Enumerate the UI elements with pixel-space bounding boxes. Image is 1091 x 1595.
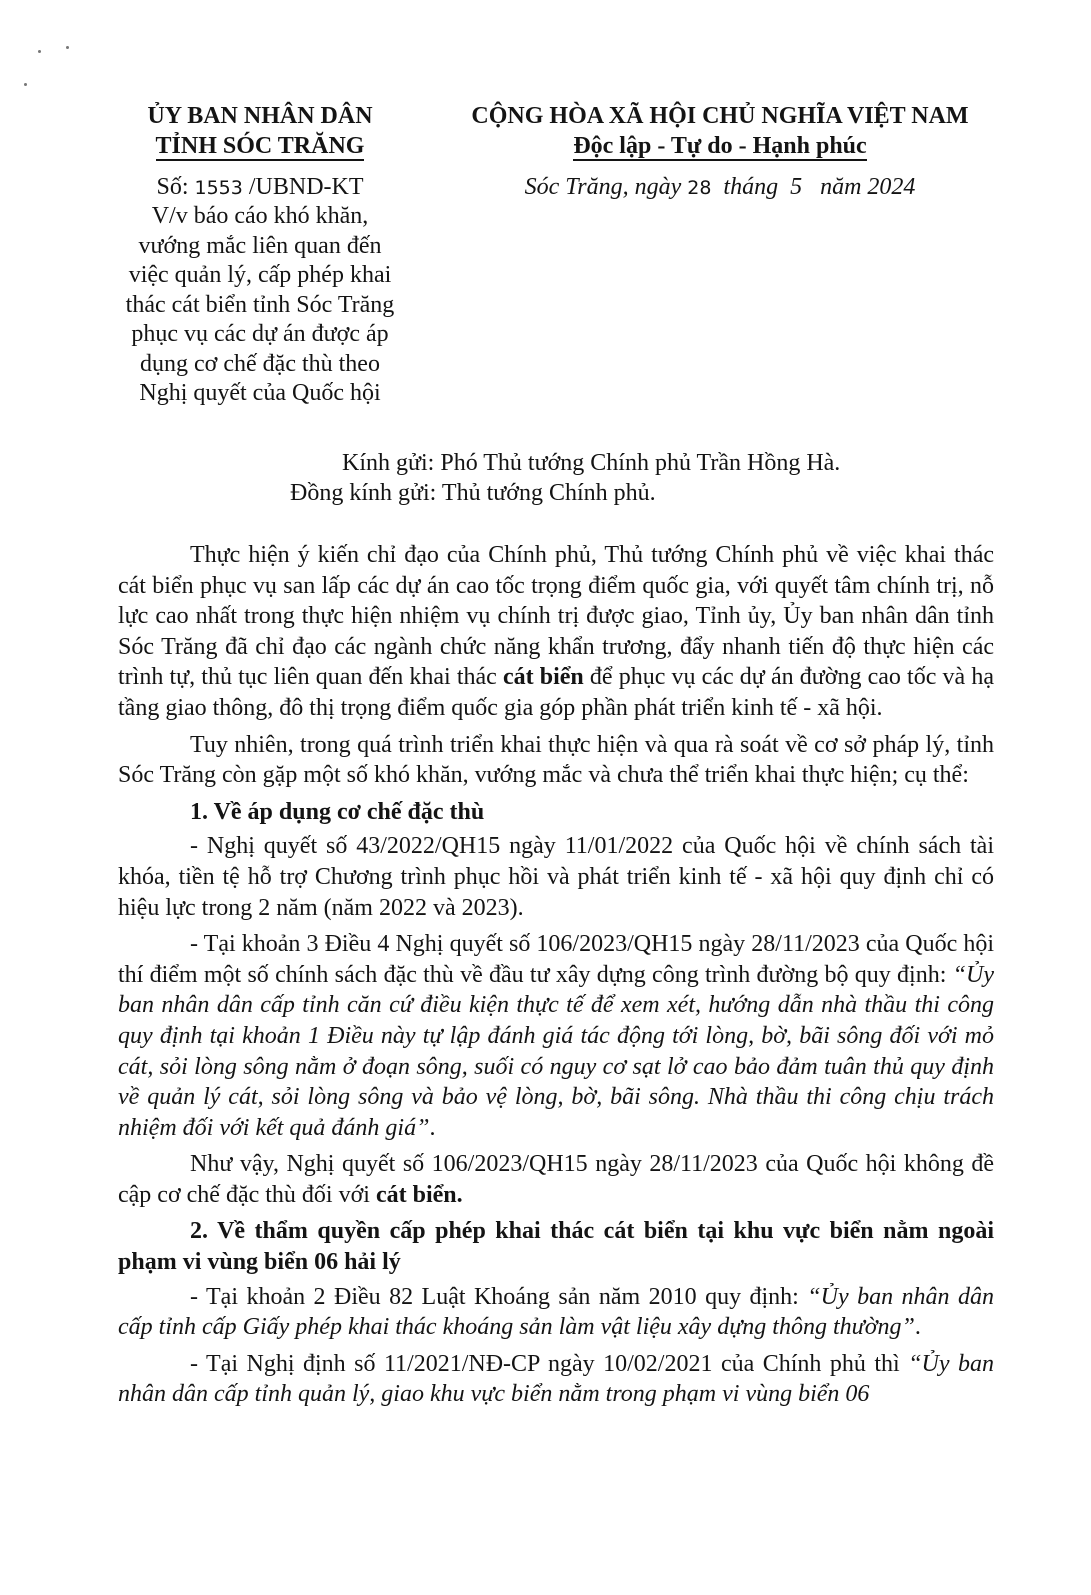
recipient-primary: Kính gửi: Phó Thủ tướng Chính phủ Trần Hồng Hà. [342,450,841,476]
issuer-line-2 [110,131,410,161]
date-prefix: Sóc Trăng, ngày [524,174,688,200]
date-day: 28 [687,177,712,199]
subject-line: thác cát biển tỉnh Sóc Trăng [125,291,395,318]
document-number-prefix: Số: [156,174,195,200]
body-text: để phục vụ các dự án đường cao tốc và hạ tầng giao thông, đô thị trọng điểm quốc gia góp phần phát triển kinh tế - xã hội. [118,664,994,721]
body-text: . [429,1114,436,1141]
issuer-line-1: ỦY BAN NHÂN DÂN [147,103,373,129]
body-bold-text: cát biển. [375,1181,463,1208]
body-paragraph [118,1349,994,1410]
body-bold-text: cát biển [502,664,584,691]
recipients [290,448,840,508]
body-paragraph [118,1149,994,1210]
body-paragraph [118,1282,994,1343]
body-quote: “Ủy ban nhân dân cấp tỉnh cấp Giấy phép khai thác khoáng sản làm vật liệu xây dựng thông thường” [118,1283,994,1341]
document-subject [110,202,410,409]
body-text: . [914,1314,921,1341]
body-quote: “Ủy ban nhân dân cấp tỉnh quản lý, giao khu vực biển nằm trong phạm vi vùng biển 06 [118,1350,994,1408]
scan-speck [38,50,41,53]
body-text: - Tại Nghị định số 11/2021/NĐ-CP ngày 10/02/2021 của Chính phủ thì [190,1350,909,1377]
national-header [460,101,980,161]
subject-line: V/v báo cáo khó khăn, [151,203,369,229]
subject-line: Nghị quyết của Quốc hội [139,380,381,406]
body-text: Như vậy, Nghị quyết số 106/2023/QH15 ngày 28/11/2023 của Quốc hội không đề cập cơ chế đặc thù đối với [118,1151,994,1208]
scan-speck [24,83,27,86]
subject-line: vướng mắc liên quan đến [138,232,382,259]
subject-line: việc quản lý, cấp phép khai [128,262,392,288]
body-paragraph: Tuy nhiên, trong quá trình triển khai thực hiện và qua rà soát về cơ sở pháp lý, tỉnh Sóc Trăng còn gặp một số khó khăn, vướng mắc và chưa thể triển khai thực hiện; cụ thể: [118,731,994,789]
scan-speck [66,46,69,49]
national-motto-line [460,131,980,161]
body-text: Thực hiện ý kiến chỉ đạo của Chính phủ, Thủ tướng Chính phủ về việc khai thác cát biển phục vụ san lấp các dự án cao tốc trọng điểm quốc gia, với quyết tâm chính trị, nỗ lực cao nhất trong thực hiện nhiệm vụ chính trị được giao, Tỉnh ủy, Ủy ban nhân dân tỉnh Sóc Trăng đã chỉ đạo các ngành chức năng khẩn trương, đẩy nhanh tiến độ thực hiện các trình tự, thủ tục liên quan đến khai thác [118,542,994,691]
body-text: - Tại khoản 3 Điều 4 Nghị quyết số 106/2023/QH15 ngày 28/11/2023 của Quốc hội thí điểm một số chính sách đặc thù về đầu tư xây dựng công trình đường bộ quy định: [118,931,994,988]
body-quote: “Ủy ban nhân dân cấp tỉnh căn cứ điều kiện thực tế để xem xét, hướng dẫn nhà thầu thi công quy định tại khoản 1 Điều này tự lập đánh giá tác động tới lòng, bờ, bãi sông đối với mỏ cát, sỏi lòng sông nằm ở đoạn sông, suối có nguy cơ sạt lở cao bảo đảm tuân thủ quy định về quản lý cát, sỏi lòng sông và bảo vệ lòng, bờ, bãi sông. Nhà thầu thi công chịu trách nhiệm đối với kết quả đánh giá” [118,961,994,1141]
document-number [110,172,410,203]
section-2-title: 2. Về thẩm quyền cấp phép khai thác cát biển tại khu vực biển nằm ngoài phạm vi vùng biển 06 hải lý [118,1218,994,1276]
issuer-header [110,101,410,161]
body-paragraph [118,540,994,724]
body-text: - Tại khoản 2 Điều 82 Luật Khoáng sản năm 2010 quy định: [190,1283,808,1310]
subject-line: phục vụ các dự án được áp [131,321,389,347]
national-title: CỘNG HÒA XÃ HỘI CHỦ NGHĨA VIỆT NAM [471,103,969,129]
body-paragraph [118,929,994,1143]
recipient-cc: Đồng kính gửi: Thủ tướng Chính phủ. [290,480,656,506]
document-body [118,540,994,1416]
body-paragraph: - Nghị quyết số 43/2022/QH15 ngày 11/01/2022 của Quốc hội về chính sách tài khóa, tiền tệ hỗ trợ Chương trình phục hồi và phát triển kinh tế - xã hội quy định chỉ có hiệu lực trong 2 năm (năm 2022 và 2023). [118,833,994,921]
document-number-value: 1553 [194,177,243,199]
national-motto: Độc lập - Tự do - Hạnh phúc [573,133,867,159]
subject-line: dụng cơ chế đặc thù theo [140,350,380,377]
issuer-name: TỈNH SÓC TRĂNG [155,133,365,159]
document-number-suffix: /UBND-KT [242,174,364,200]
section-1-title: 1. Về áp dụng cơ chế đặc thù [190,798,485,825]
document-date [460,172,980,203]
date-rest: tháng 5 năm 2024 [711,174,916,200]
